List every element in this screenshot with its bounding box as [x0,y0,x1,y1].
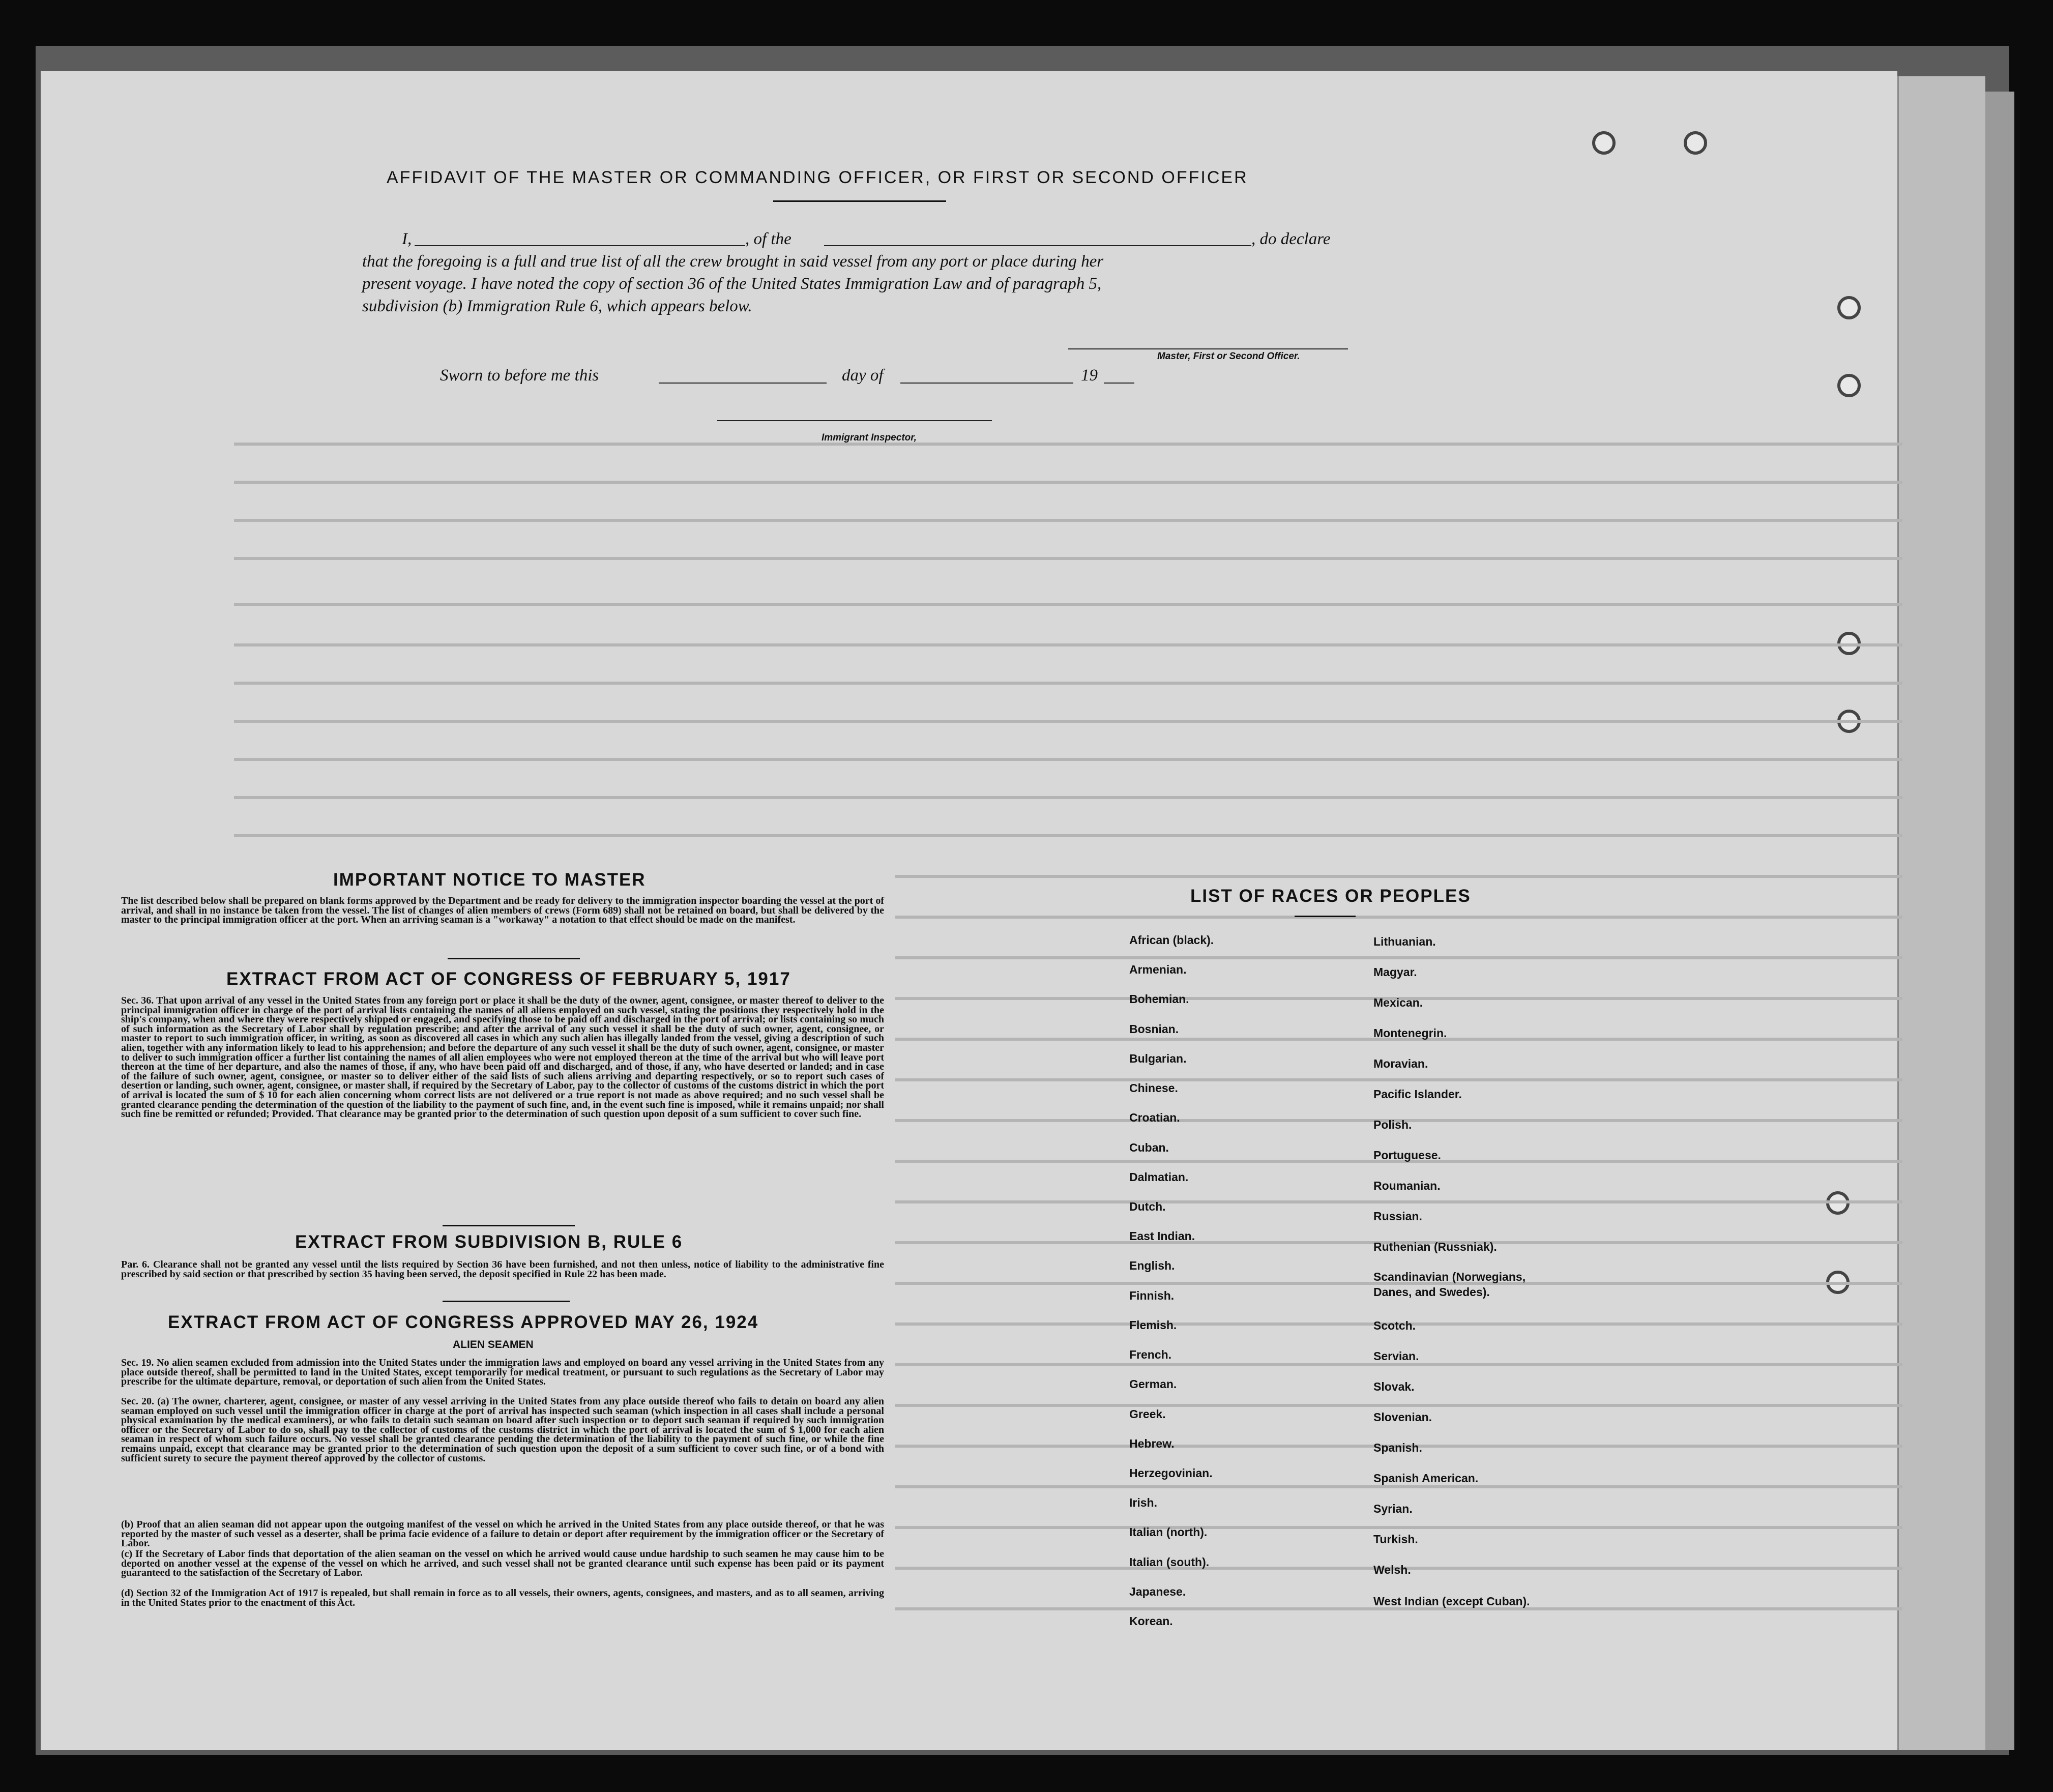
alien-seamen-subtitle: ALIEN SEAMEN [453,1339,534,1350]
notice-rule [448,958,580,959]
extract-1924-title: EXTRACT FROM ACT OF CONGRESS APPROVED MAY 26, 1924 [168,1312,759,1332]
inspector-label: Immigrant Inspector, [822,432,917,443]
race-item: Spanish American. [1373,1472,1479,1485]
race-item: Dutch. [1129,1200,1166,1213]
races-title: LIST OF RACES OR PEOPLES [1190,886,1471,906]
race-item: Welsh. [1373,1563,1411,1576]
race-item: African (black). [1129,933,1214,947]
race-item: Servian. [1373,1349,1419,1363]
day-of-text: day of [842,366,884,385]
race-item: Herzegovinian. [1129,1466,1213,1480]
underlying-sheet [1897,76,1985,1750]
race-item: Lithuanian. [1373,935,1436,948]
race-item: English. [1129,1259,1175,1272]
race-item: Slovak. [1373,1380,1415,1393]
year-prefix: 19 [1081,366,1098,385]
race-item: Italian (north). [1129,1525,1208,1539]
sworn-day-blank[interactable] [659,383,827,384]
race-item: German. [1129,1377,1177,1391]
race-item: Portuguese. [1373,1149,1441,1162]
extract-1924-sec19: Sec. 19. No alien seamen excluded from admission into the United States under the immigration laws and employed on board any vessel arriving in the United States from any place outside thereof, shall be permitted to land in the United States, except temporarily for medical treatment, or pursuant to such regulations as the Secretary of Labor may prescribe for the ultimate departure, removal, or deportation of such alien from the United States. [121,1357,884,1388]
race-item: Chinese. [1129,1081,1178,1095]
punch-hole [1592,131,1616,155]
vessel-blank[interactable] [824,245,1251,246]
race-item: West Indian (except Cuban). [1373,1595,1530,1608]
extract-1917-title: EXTRACT FROM ACT OF CONGRESS OF FEBRUARY 5, 1917 [226,969,791,989]
race-item: Spanish. [1373,1441,1422,1454]
race-item: Greek. [1129,1407,1166,1421]
race-item: Ruthenian (Russniak). [1373,1240,1497,1253]
inspector-signature-line[interactable] [717,420,992,421]
master-signature-line[interactable] [1068,348,1348,349]
underlying-sheet-edge [1984,92,2014,1750]
race-item: Korean. [1129,1614,1173,1628]
race-item: French. [1129,1348,1172,1361]
race-item: Flemish. [1129,1318,1177,1332]
race-item: Irish. [1129,1496,1157,1509]
sworn-text: Sworn to before me this [440,366,599,385]
month-blank[interactable] [900,383,1073,384]
race-item: Croatian. [1129,1111,1180,1124]
race-item: Montenegrin. [1373,1026,1447,1040]
affidavit-line-4: subdivision (b) Immigration Rule 6, which appears below. [362,297,752,315]
affidavit-title: AFFIDAVIT OF THE MASTER OR COMMANDING OFFICER, OR FIRST OR SECOND OFFICER [387,168,1248,187]
extract-1924-sec20d: (d) Section 32 of the Immigration Act of 1917 is repealed, but shall remain in force as to all vessels, their owners, agents, consignees, and masters, and as to all seamen, arriving in the United States prior to the enactment of this Act. [121,1588,884,1608]
title-rule [773,200,946,202]
extract-rule6-rule [443,1301,570,1302]
race-item: Dalmatian. [1129,1170,1189,1184]
race-item: East Indian. [1129,1229,1195,1243]
race-item: Bulgarian. [1129,1052,1187,1065]
race-item: Bohemian. [1129,992,1189,1006]
race-item: Russian. [1373,1210,1422,1223]
race-item: Scotch. [1373,1319,1416,1332]
extract-rule6-title: EXTRACT FROM SUBDIVISION B, RULE 6 [295,1232,683,1252]
race-item: Finnish. [1129,1289,1175,1302]
race-item: Syrian. [1373,1502,1413,1515]
punch-hole [1837,374,1861,397]
race-item: Moravian. [1373,1057,1428,1070]
extract-1924-sec20a: Sec. 20. (a) The owner, charterer, agent, consignee, or master of any vessel arriving in the United States from any place outside thereof who fails to detain on board any alien seaman employed on such vessel until the immigration officer in charge at the port of arrival has inspected such seaman (which inspection in all cases shall include a personal physical examination by the medical examiners), or who fails to detain such seaman on board after such inspection or to deport such seaman if required by such immigration officer or the Secretary of Labor to do so, shall pay to the collector of customs of the customs district in which the port of arrival is located the sum of $ 1,000 for each alien seaman in respect of whom such failure occurs. No vessel shall be granted clearance pending the determination of the liability to the payment of such fine, or while the fine remains unpaid, except that clearance may be granted prior to the determination of such question upon the deposit of a sum sufficient to cover such fine, or of a bond with sufficient surety to secure the payment thereof approved by the collector of customs. [121,1396,884,1464]
extract-1917-rule [443,1225,575,1226]
master-label: Master, First or Second Officer. [1157,351,1300,362]
name-blank[interactable] [415,245,745,246]
race-item: Mexican. [1373,996,1423,1009]
race-item: Polish. [1373,1118,1412,1131]
race-item: Pacific Islander. [1373,1088,1462,1101]
race-item: Turkish. [1373,1533,1418,1546]
race-item: Bosnian. [1129,1022,1179,1036]
affidavit-line-3: present voyage. I have noted the copy of section 36 of the United States Immigration Law and of paragraph 5, [362,275,1102,293]
affidavit-of-the: , of the [745,230,791,248]
race-item: Hebrew. [1129,1437,1175,1450]
races-rule [1295,916,1356,917]
race-item: Roumanian. [1373,1179,1441,1192]
extract-rule6-text: Par. 6. Clearance shall not be granted any vessel until the lists required by Section 36 have been furnished, and not then unless, notice of liability to the administrative fine prescribed by said section or that prescribed by section 35 having been served, the deposit specified in Rule 22 has been made. [121,1259,884,1280]
race-item: Cuban. [1129,1141,1169,1154]
race-item: Scandinavian (Norwegians, Danes, and Swedes). [1373,1270,1526,1299]
race-item: Italian (south). [1129,1555,1210,1569]
year-blank[interactable] [1104,383,1134,384]
extract-1924-sec20c: (c) If the Secretary of Labor finds that deportation of the alien seaman on the vessel on which he arrived would cause undue hardship to such seamen he may cause him to be deported on another vessel at the expense of the vessel on which he arrived, and such vessel shall not be granted clearance until such expense has been paid or its payment guaranteed to the satisfaction of the Secretary of Labor. [121,1548,884,1579]
race-item: Armenian. [1129,963,1187,976]
punch-hole [1684,131,1707,155]
affidavit-declare: , do declare [1251,230,1331,248]
notice-text: The list described below shall be prepared on blank forms approved by the Department and be ready for delivery to the immigration inspector boarding the vessel at the port of arrival, and shall in no instance be taken from the vessel. The list of changes of alien members of crews (Form 689) shall not be retained on board, but shall be delivered by the master to the principal immigration officer at the port. When an arriving seaman is a "workaway" a notation to that effect should be made on the manifest. [121,895,884,926]
race-item: Japanese. [1129,1585,1186,1598]
extract-1924-sec20b: (b) Proof that an alien seaman did not appear upon the outgoing manifest of the vessel on which he arrived in the United States from any place outside thereof, or that he was reported by the master of such vessel as a deserter, shall be prima facie evidence of a failure to detain or deport after requirement by the immigration officer or the Secretary of Labor. [121,1519,884,1549]
notice-title: IMPORTANT NOTICE TO MASTER [333,870,646,890]
race-item: Magyar. [1373,965,1417,979]
affidavit-i: I, [402,230,412,248]
race-item: Slovenian. [1373,1411,1432,1424]
extract-1917-text: Sec. 36. That upon arrival of any vessel in the United States from any foreign port or place it shall be the duty of the owner, agent, consignee, or master thereof to deliver to the principal immigration officer in charge of the port of arrival lists containing the names of all aliens employed on such vessel, stating the positions they respectively hold in the ship's company, when and where they were respectively shipped or engaged, and specifying those to be paid off and discharged in the port of arrival; or lists containing so much of such information as the Secretary of Labor shall by regulation prescribe; and after the arrival of any such vessel it shall be the duty of such owner, agent, consignee, or master to report to such immigration officer, in writing, as soon as discovered all cases in which any such alien has illegally landed from the vessel, giving a description of such alien, together with any information likely to lead to his apprehension; and before the departure of any such vessel it shall be the duty of such owner, agent, consignee, or master to deliver to such immigration officer a further list containing the names of all alien employees who were not employed thereon at the time of the arrival but who will leave port thereon at the time of her departure, and also the names of those, if any, who have been paid off and discharged, and of those, if any, who have deserted or landed; and in case of the failure of such owner, agent, consignee, or master so to deliver either of the said lists of such aliens arriving and departing respectively, or so to report such cases of desertion or landing, such owner, agent, consignee, or master shall, if required by the Secretary of Labor, pay to the collector of customs of the customs district in which the port of arrival is located the sum of $ 10 for each alien concerning whom correct lists are not delivered or a true report is not made as above required; and no such vessel shall be granted clearance pending the determination of the question of the liability to the payment of such fine, and, in the event such fine is imposed, while it remains unpaid; nor shall such fine be remitted or refunded; Provided. That clearance may be granted prior to the determination of such question upon deposit of a sum sufficient to cover such fine. [121,995,884,1120]
punch-hole [1837,296,1861,319]
affidavit-line-2: that the foregoing is a full and true list of all the crew brought in said vessel from any port or place during her [362,252,1104,271]
